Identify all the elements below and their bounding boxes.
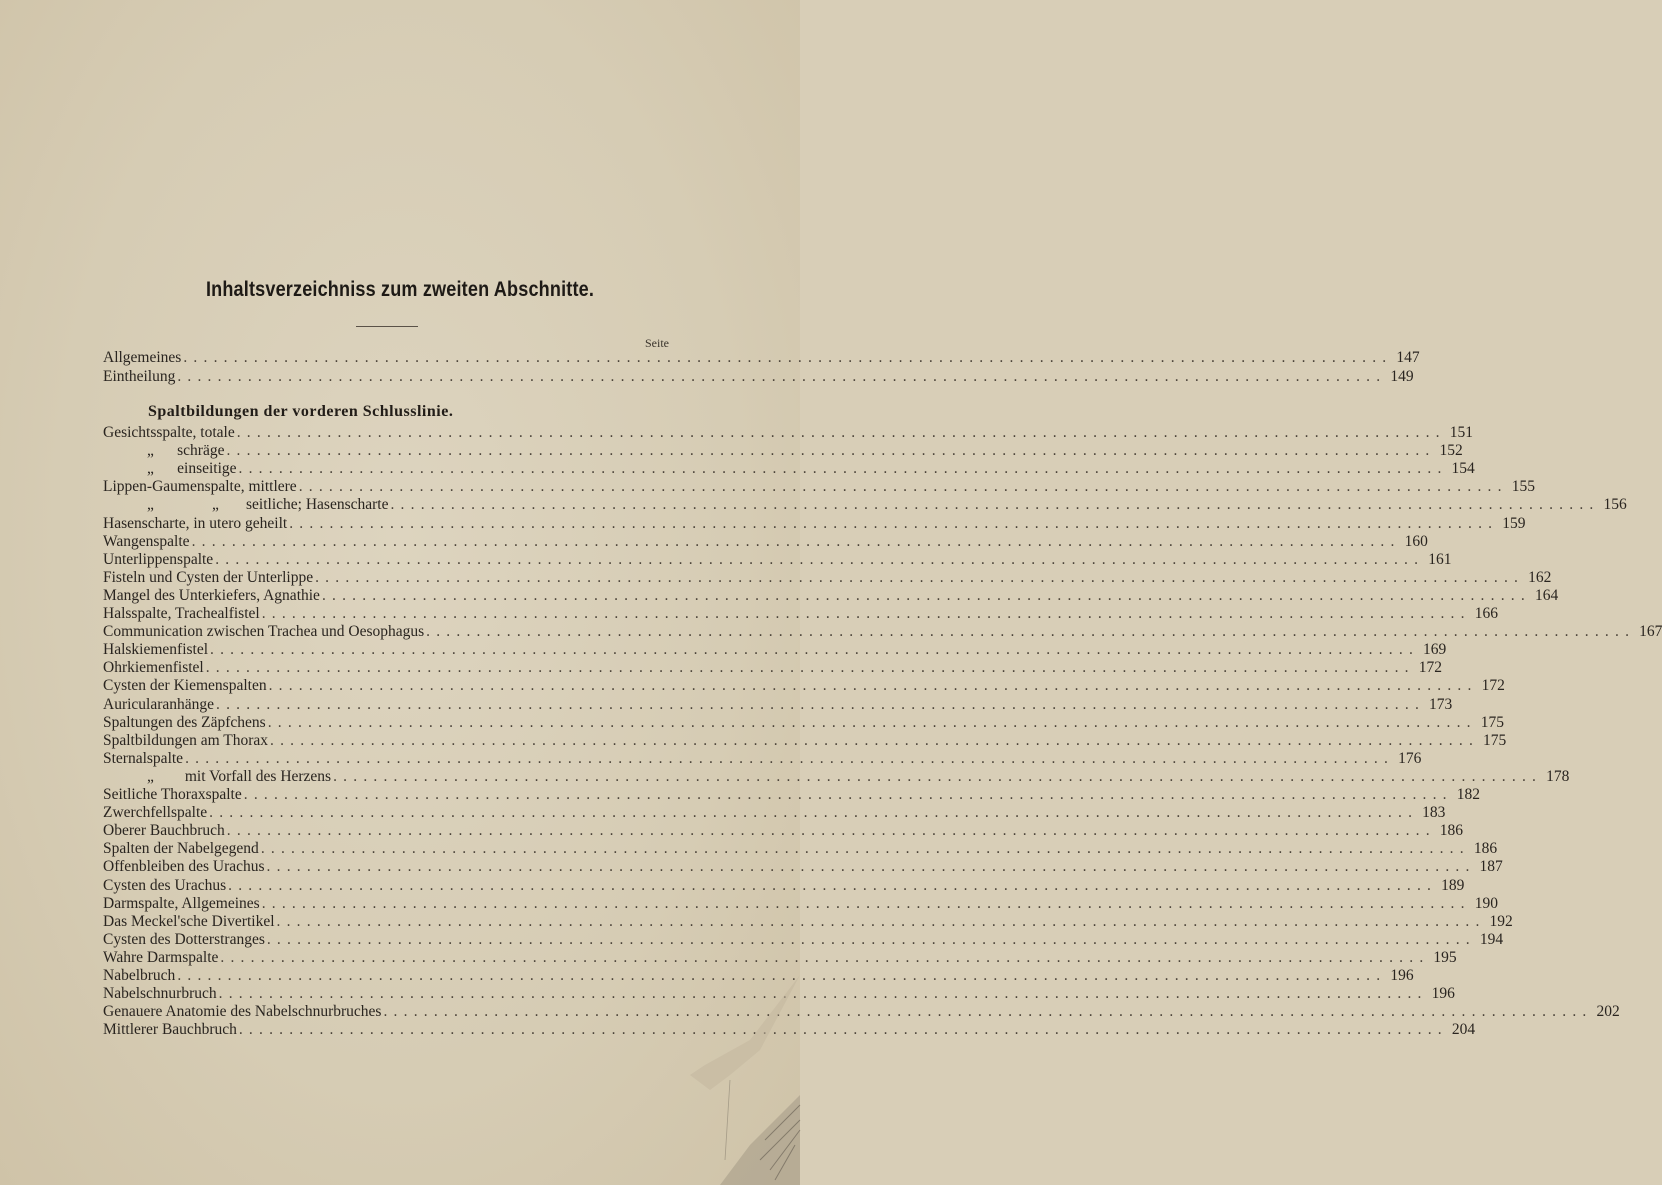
toc-entry: [103, 641, 1447, 659]
toc-entry-page: 172: [1418, 659, 1442, 677]
toc-entry: [103, 786, 1480, 804]
toc-entry: [103, 912, 1513, 931]
toc-entry: [103, 605, 1498, 623]
leader-dots: ........................................................................................................................: [298, 478, 1508, 496]
toc-entry: [103, 532, 1428, 551]
toc-entry: [103, 349, 1420, 367]
toc-entry-label: Seitliche Thoraxspalte: [103, 786, 242, 803]
leader-dots: ........................................................................................................................: [261, 894, 1471, 912]
toc-entry-label: Fisteln und Cysten der Unterlippe: [103, 568, 314, 586]
toc-entry: [103, 713, 1504, 732]
leader-dots: ........................................................................................................................: [238, 460, 1448, 478]
toc-entry-page: 175: [1483, 731, 1507, 749]
leader-dots: ........................................................................................................................: [238, 1021, 1448, 1039]
leader-dots: ........................................................................................................................: [243, 786, 1453, 803]
leader-dots: ........................................................................................................................: [383, 1003, 1593, 1021]
toc-entry-page: 156: [1603, 496, 1627, 514]
page-edge-stain: [690, 955, 800, 1185]
leader-dots: ........................................................................................................................: [191, 532, 1401, 550]
toc-entry-label: Halskiemenfistel: [103, 641, 209, 659]
leader-dots: ........................................................................................................................: [267, 713, 1477, 731]
toc-entry: [103, 985, 1455, 1003]
leader-dots: ........................................................................................................................: [260, 840, 1470, 858]
toc-entry: [103, 876, 1465, 895]
toc-entry-page: 172: [1481, 677, 1505, 695]
toc-entry-page: 149: [1390, 368, 1414, 385]
leader-dots: ........................................................................................................................: [321, 586, 1531, 604]
toc-entry-page: 169: [1423, 641, 1447, 659]
toc-entry: [103, 677, 1505, 695]
toc-entry-label: Zwerchfellspalte: [103, 804, 208, 822]
toc-entry-page: 152: [1439, 442, 1463, 460]
toc-entry-page: 196: [1390, 967, 1414, 984]
toc-entry: [103, 1003, 1620, 1021]
toc-entry-label: Genauere Anatomie des Nabelschnurbruches: [103, 1003, 382, 1021]
toc-entry-page: 166: [1474, 605, 1498, 622]
toc-entry-page: 190: [1474, 894, 1498, 912]
toc-entry: [103, 586, 1559, 605]
leader-dots: ........................................................................................................................: [209, 804, 1419, 822]
toc-entry: [103, 731, 1507, 750]
toc-entry: [103, 550, 1452, 569]
leader-dots: ........................................................................................................................: [315, 568, 1525, 586]
page-column-label: Seite: [645, 336, 669, 350]
leader-dots: ........................................................................................................................: [236, 424, 1446, 441]
toc-entry: [103, 478, 1535, 496]
toc-entry: [103, 822, 1464, 840]
toc-entry-page: 204: [1451, 1021, 1476, 1039]
toc-entry-label: Offenbleiben des Urachus: [103, 858, 265, 876]
toc-entry: [103, 948, 1457, 967]
toc-entry-page: 167: [1639, 623, 1662, 641]
toc-entry-page: 186: [1473, 840, 1498, 858]
toc-entry-label: Ohrkiemenfistel: [103, 659, 204, 677]
title-divider: [356, 326, 418, 327]
leader-dots: ........................................................................................................................: [270, 731, 1480, 749]
toc-entry-label: Cysten des Dotterstranges: [103, 930, 265, 948]
toc-entry-label: Unterlippenspalte: [103, 550, 214, 568]
leader-dots: ........................................................................................................................: [276, 912, 1486, 930]
leader-dots: ........................................................................................................................: [266, 858, 1476, 876]
toc-entry-label: „ schräge: [147, 442, 225, 460]
toc-entry-label: Cysten des Urachus: [103, 876, 227, 894]
toc-entry-label: Allgemeines: [103, 349, 182, 366]
toc-entry: [103, 460, 1475, 478]
toc-entry: [103, 695, 1453, 714]
toc-entry-page: 159: [1502, 514, 1526, 532]
toc-entry-page: 151: [1449, 424, 1473, 441]
toc-entry: [103, 858, 1503, 876]
toc-entry: [103, 749, 1422, 768]
toc-entry-label: Spalten der Nabelgegend: [103, 840, 259, 858]
toc-entry-page: 195: [1433, 948, 1457, 966]
toc-entry: [103, 804, 1446, 822]
toc-entry: [103, 424, 1473, 442]
toc-entry-label: „ mit Vorfall des Herzens: [147, 767, 332, 785]
toc-entry-label: Wangenspalte: [103, 532, 190, 550]
toc-entry-label: Cysten der Kiemenspalten: [103, 677, 267, 695]
toc-entry-page: 178: [1546, 767, 1570, 785]
leader-dots: ........................................................................................................................: [226, 442, 1436, 460]
leader-dots: ........................................................................................................................: [185, 749, 1395, 767]
toc-entry-label: Nabelschnurbruch: [103, 985, 217, 1003]
toc-entry-label: Oberer Bauchbruch: [103, 822, 225, 840]
leader-dots: ........................................................................................................................: [266, 930, 1476, 948]
toc-entry-label: Mittlerer Bauchbruch: [103, 1021, 237, 1039]
leader-dots: ........................................................................................................................: [228, 876, 1438, 894]
toc-entry-page: 175: [1480, 713, 1504, 731]
toc-entry: [103, 496, 1627, 514]
toc-entry-label: „ „ seitliche; Hasenscharte: [147, 496, 389, 514]
toc-entry-page: 187: [1479, 858, 1503, 876]
toc-entry-label: Mangel des Unterkiefers, Agnathie: [103, 586, 320, 604]
toc-entry-label: Das Meckel'sche Divertikel: [103, 912, 275, 930]
leader-dots: ........................................................................................................................: [390, 496, 1600, 514]
toc-entry: [103, 930, 1504, 949]
leader-dots: ........................................................................................................................: [215, 550, 1425, 568]
toc-entry-page: 162: [1528, 568, 1552, 586]
toc-entry: [103, 659, 1442, 677]
toc-entry-page: 183: [1422, 804, 1446, 822]
toc-entry-label: Halsspalte, Trachealfistel: [103, 605, 260, 622]
toc-entry-page: 186: [1439, 822, 1464, 840]
leader-dots: ........................................................................................................................: [210, 641, 1420, 659]
toc-entry-label: Gesichtsspalte, totale: [103, 424, 235, 441]
toc-entry-page: 189: [1441, 876, 1465, 894]
toc-entry-page: 196: [1431, 985, 1455, 1003]
toc-entry-page: 182: [1456, 786, 1480, 803]
toc-entry-label: Eintheilung: [103, 368, 176, 385]
leader-dots: ........................................................................................................................: [261, 605, 1471, 622]
toc-entry-page: 155: [1511, 478, 1535, 496]
toc-entry-label: Spaltungen des Zäpfchens: [103, 713, 266, 731]
toc-entry-page: 202: [1596, 1003, 1620, 1021]
page-title: Inhaltsverzeichniss zum zweiten Abschnitte.: [205, 278, 595, 301]
toc-entry-page: 147: [1396, 349, 1420, 366]
toc-entry-label: Auricularanhänge: [103, 695, 215, 713]
toc-entry: [103, 442, 1463, 460]
toc-entry-label: Hasenscharte, in utero geheilt: [103, 514, 288, 532]
leader-dots: ........................................................................................................................: [177, 967, 1387, 984]
toc-entry-page: 192: [1489, 912, 1513, 930]
leader-dots: ........................................................................................................................: [218, 985, 1428, 1003]
toc-entry-page: 160: [1404, 532, 1428, 550]
leader-dots: ........................................................................................................................: [289, 514, 1499, 532]
toc-entry: [103, 767, 1570, 786]
leader-dots: ........................................................................................................................: [205, 659, 1415, 677]
leader-dots: ........................................................................................................................: [216, 695, 1426, 713]
toc-entry: [103, 840, 1498, 858]
toc-entry-label: Darmspalte, Allgemeines: [103, 894, 260, 912]
toc-entry-page: 173: [1429, 695, 1453, 713]
toc-entry-label: Sternalspalte: [103, 749, 184, 767]
leader-dots: ........................................................................................................................: [333, 767, 1543, 785]
toc-entry-page: 161: [1428, 550, 1452, 568]
toc-entry-label: „ einseitige: [147, 460, 237, 478]
toc-entry-page: 194: [1479, 930, 1504, 948]
toc-entry-page: 176: [1398, 749, 1422, 767]
leader-dots: ........................................................................................................................: [220, 948, 1430, 966]
toc-entry: [103, 967, 1414, 985]
toc-entry-label: Spaltbildungen am Thorax: [103, 731, 269, 749]
toc-entry: [103, 894, 1498, 913]
toc-entry: [103, 514, 1526, 533]
toc-entry: [103, 368, 1414, 386]
toc-entry-label: Wahre Darmspalte: [103, 948, 219, 966]
leader-dots: ........................................................................................................................: [183, 349, 1393, 366]
toc-entry-label: Lippen-Gaumenspalte, mittlere: [103, 478, 297, 496]
leader-dots: ........................................................................................................................: [177, 368, 1387, 385]
toc-entry-page: 154: [1451, 460, 1475, 478]
leader-dots: ........................................................................................................................: [426, 623, 1636, 641]
toc-entry-label: Nabelbruch: [103, 967, 176, 984]
toc-entry-label: Communication zwischen Trachea und Oesophagus: [103, 623, 425, 641]
toc-entry-page: 164: [1534, 586, 1559, 604]
toc-entry: [103, 568, 1552, 587]
toc-entry: [103, 1021, 1476, 1039]
leader-dots: ........................................................................................................................: [268, 677, 1478, 695]
toc-entry: [103, 623, 1662, 641]
leader-dots: ........................................................................................................................: [226, 822, 1436, 840]
section-heading: Spaltbildungen der vorderen Schlusslinie.: [148, 403, 454, 420]
